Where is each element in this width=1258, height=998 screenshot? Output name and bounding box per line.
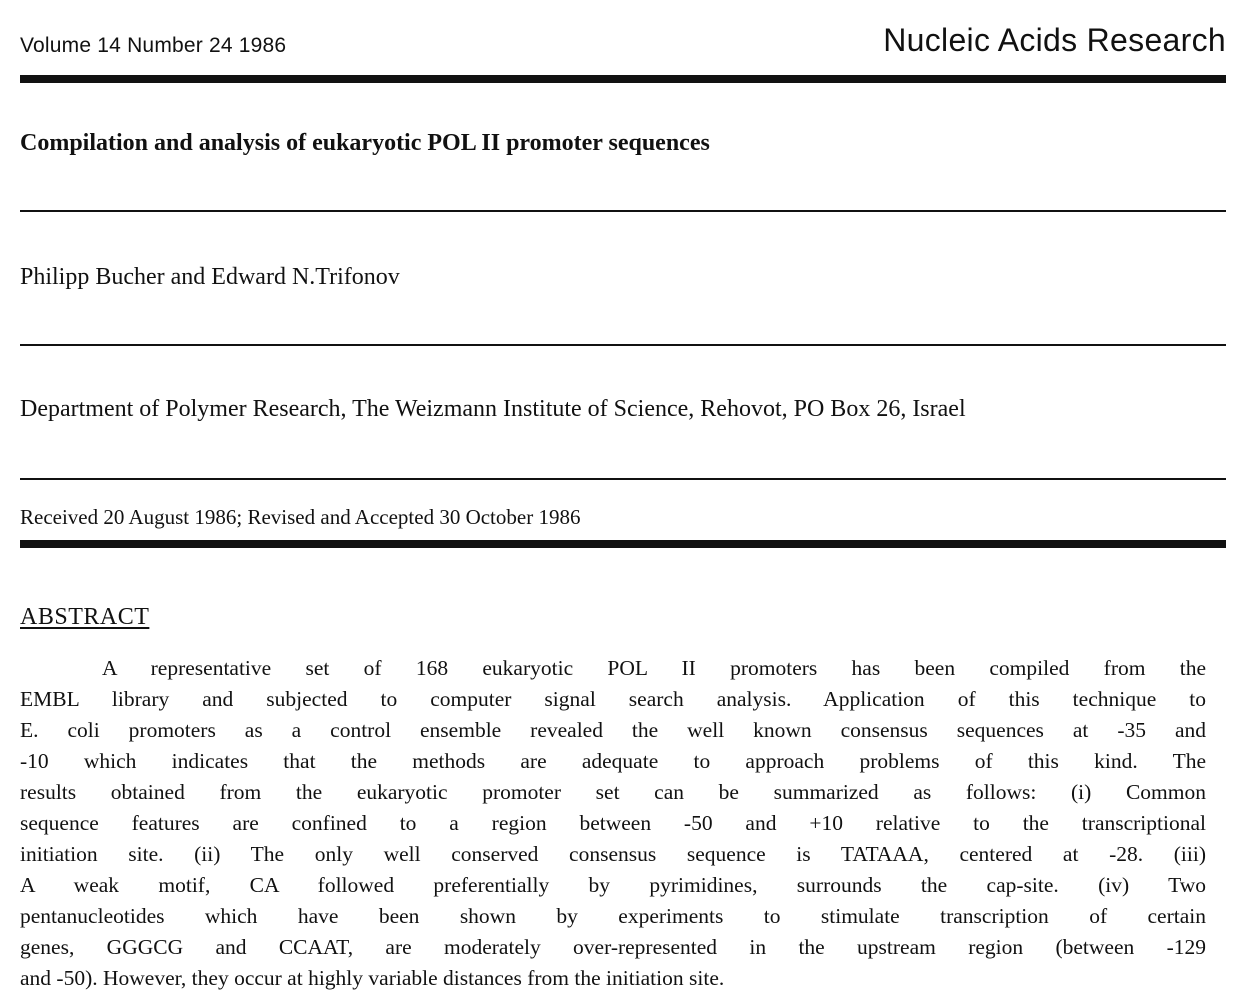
volume-line: Volume 14 Number 24 1986 [20,34,287,57]
abstract-line: sequence features are confined to a region between -50 and +10 relative to the transcriptional [20,811,1206,835]
received-dates: Received 20 August 1986; Revised and Accepted 30 October 1986 [20,505,581,529]
abstract-line: and -50). However, they occur at highly variable distances from the initiation site. [20,966,725,990]
abstract-line: initiation site. (ii) The only well conserved consensus sequence is TATAAA, centered at -28. (iii) [20,842,1206,866]
article-authors: Philipp Bucher and Edward N.Trifonov [20,264,400,290]
abstract-line: EMBL library and subjected to computer signal search analysis. Application of this technique to [20,687,1206,711]
journal-header [20,20,1226,64]
abstract-line: -10 which indicates that the methods are adequate to approach problems of this kind. The [20,749,1206,773]
affiliation-divider [20,478,1226,480]
abstract-line: A weak motif, CA followed preferentially by pyrimidines, surrounds the cap-site. (iv) Two [20,873,1206,897]
abstract-body [20,653,1206,994]
title-divider [20,210,1226,212]
article-affiliation: Department of Polymer Research, The Weizmann Institute of Science, Rehovot, PO Box 26, Israel [20,396,966,422]
received-rule [20,540,1226,548]
abstract-line: results obtained from the eukaryotic promoter set can be summarized as follows: (i) Common [20,780,1206,804]
article-title: Compilation and analysis of eukaryotic POL II promoter sequences [20,130,710,156]
authors-divider [20,344,1226,346]
abstract-line: A representative set of 168 eukaryotic POL II promoters has been compiled from the [102,656,1206,680]
abstract-line: E. coli promoters as a control ensemble revealed the well known consensus sequences at -35 and [20,718,1206,742]
abstract-line: pentanucleotides which have been shown by experiments to stimulate transcription of certain [20,904,1206,928]
abstract-line: genes, GGGCG and CCAAT, are moderately over-represented in the upstream region (between -129 [20,935,1206,959]
abstract-heading: ABSTRACT [20,604,150,630]
header-rule [20,75,1226,83]
journal-name: Nucleic Acids Research [883,22,1226,58]
